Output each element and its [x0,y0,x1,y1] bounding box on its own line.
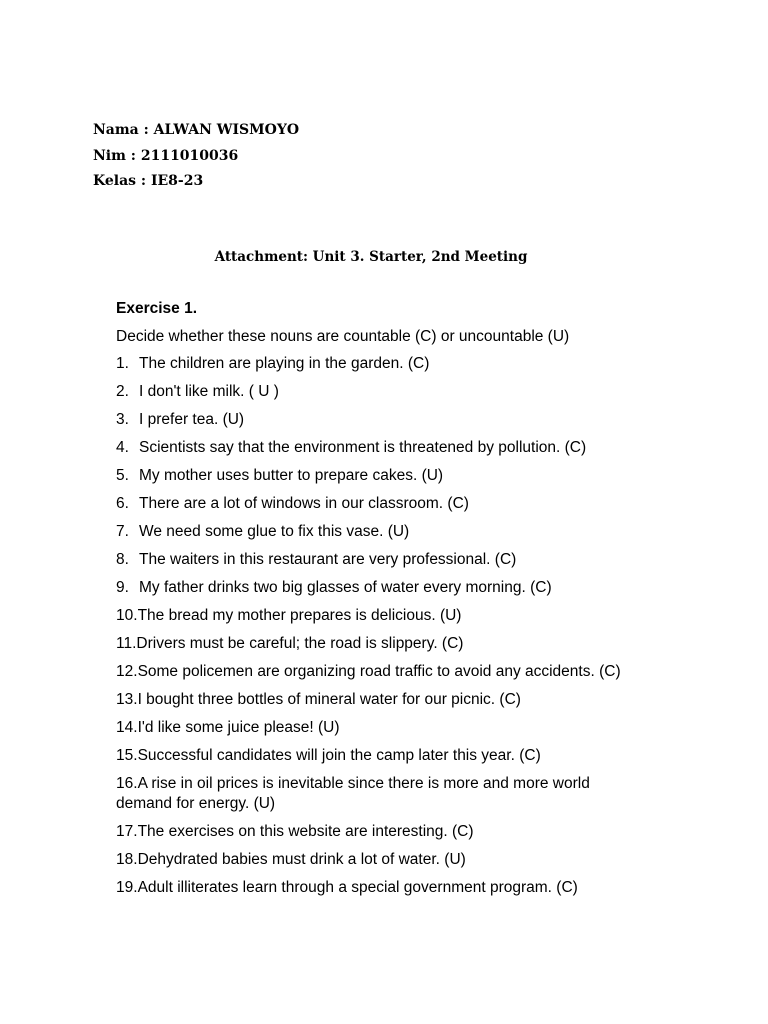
item-text: Successful candidates will join the camp later this year. (C) [137,747,541,764]
item-number: 10. [116,607,138,624]
student-name: Nama : ALWAN WISMOYO [93,122,300,138]
item-text: A rise in oil prices is inevitable since there is more and more world demand for energy. (U) [116,775,590,812]
item-number: 7. [116,523,129,540]
list-item [116,522,636,542]
item-text: Dehydrated babies must drink a lot of water. (U) [137,851,466,868]
list-item [116,746,636,766]
list-item [116,410,636,430]
item-text: I prefer tea. (U) [139,411,245,428]
list-item [116,494,636,514]
item-number: 12. [116,663,138,680]
item-number: 8. [116,551,129,568]
item-text: The children are playing in the garden. (C) [139,355,430,372]
list-item [116,774,636,814]
list-item [116,438,636,458]
student-class: Kelas : IE8-23 [93,173,204,189]
item-number: 3. [116,411,129,428]
item-number: 4. [116,439,129,456]
item-number: 11. [116,635,137,652]
item-text: Scientists say that the environment is threatened by pollution. (C) [139,439,587,456]
exercise-section [116,298,636,906]
item-text: I don't like milk. ( U ) [139,383,279,400]
list-item [116,850,636,870]
exercise-title: Exercise 1. [116,300,198,317]
item-number: 2. [116,383,129,400]
item-number: 14. [116,719,138,736]
list-item [116,878,636,898]
item-number: 13. [116,691,138,708]
attachment-title: Attachment: Unit 3. Starter, 2nd Meeting [214,249,528,265]
list-item [116,578,636,598]
list-item [116,690,636,710]
item-number: 18. [116,851,138,868]
item-number: 1. [116,355,129,372]
list-item [116,466,636,486]
list-item [116,718,636,738]
item-text: The exercises on this website are interesting. (C) [137,823,474,840]
exercise-instruction: Decide whether these nouns are countable (C) or uncountable (U) [116,328,570,345]
item-text: I'd like some juice please! (U) [137,719,340,736]
item-text: The waiters in this restaurant are very professional. (C) [139,551,517,568]
list-item [116,606,636,626]
list-item [116,550,636,570]
item-text: My mother uses butter to prepare cakes. (U) [139,467,444,484]
item-number: 6. [116,495,129,512]
list-item [116,662,636,682]
item-number: 9. [116,579,129,596]
student-nim: Nim : 2111010036 [93,147,239,164]
item-number: 15. [116,747,138,764]
list-item [116,354,636,374]
list-item [116,382,636,402]
list-item [116,634,636,654]
item-text: Adult illiterates learn through a special government program. (C) [137,879,578,896]
item-number: 19. [116,879,138,896]
item-text: The bread my mother prepares is delicious. (U) [137,607,462,624]
item-number: 5. [116,467,129,484]
item-text: Some policemen are organizing road traffic to avoid any accidents. (C) [137,663,621,680]
item-text: My father drinks two big glasses of water every morning. (C) [139,579,552,596]
list-item [116,822,636,842]
student-info [93,118,299,195]
item-text: I bought three bottles of mineral water for our picnic. (C) [137,691,521,708]
item-number: 17. [116,823,138,840]
item-text: There are a lot of windows in our classroom. (C) [139,495,469,512]
item-number: 16. [116,775,138,792]
item-text: Drivers must be careful; the road is slippery. (C) [136,635,464,652]
item-text: We need some glue to fix this vase. (U) [139,523,410,540]
